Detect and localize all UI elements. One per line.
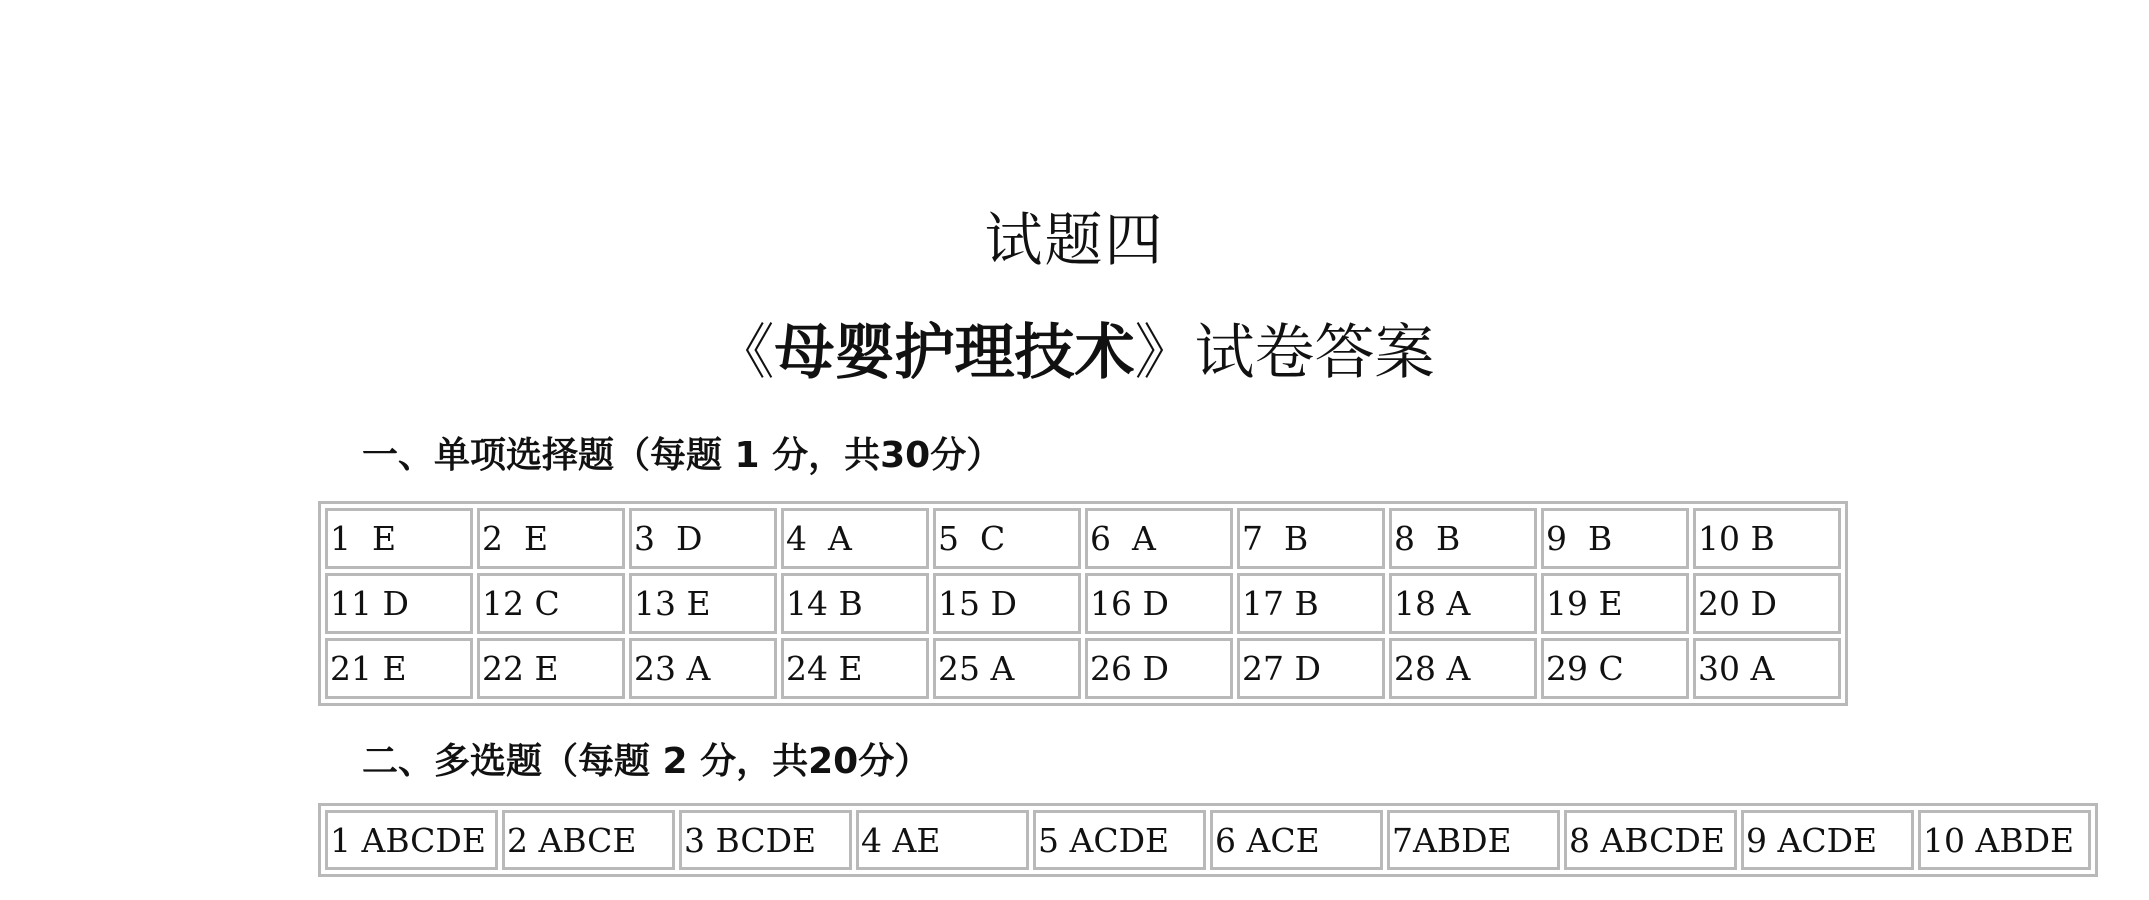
answer-cell: 1 ABCDE bbox=[325, 810, 498, 870]
document-title: 试题四 bbox=[984, 206, 1165, 274]
answer-cell: 30 A bbox=[1693, 638, 1841, 699]
answer-cell: 16 D bbox=[1085, 573, 1233, 634]
answer-cell: 8 ABCDE bbox=[1564, 810, 1737, 870]
answer-cell: 1 E bbox=[325, 508, 473, 569]
answer-cell: 4 A bbox=[781, 508, 929, 569]
answer-cell: 9 B bbox=[1541, 508, 1689, 569]
answer-cell: 24 E bbox=[781, 638, 929, 699]
answer-cell: 25 A bbox=[933, 638, 1081, 699]
answer-cell: 5 ACDE bbox=[1033, 810, 1206, 870]
answer-cell: 2 ABCE bbox=[502, 810, 675, 870]
answer-cell: 22 E bbox=[477, 638, 625, 699]
answer-cell: 7ABDE bbox=[1387, 810, 1560, 870]
subtitle-rest: 》试卷答案 bbox=[1134, 318, 1435, 388]
answer-cell: 15 D bbox=[933, 573, 1081, 634]
answer-cell: 17 B bbox=[1237, 573, 1385, 634]
answer-cell: 13 E bbox=[629, 573, 777, 634]
answer-cell: 21 E bbox=[325, 638, 473, 699]
answer-cell: 3 D bbox=[629, 508, 777, 569]
section-heading-multiple-choice: 二、多选题（每题 2 分，共20分） bbox=[362, 741, 931, 782]
answer-cell: 11 D bbox=[325, 573, 473, 634]
multiple-choice-answer-table bbox=[318, 803, 2098, 877]
answer-cell: 20 D bbox=[1693, 573, 1841, 634]
answer-cell: 10 B bbox=[1693, 508, 1841, 569]
answer-cell: 12 C bbox=[477, 573, 625, 634]
answer-cell: 27 D bbox=[1237, 638, 1385, 699]
answer-cell: 28 A bbox=[1389, 638, 1537, 699]
answer-cell: 8 B bbox=[1389, 508, 1537, 569]
answer-cell: 3 BCDE bbox=[679, 810, 852, 870]
single-choice-answer-table bbox=[318, 501, 1848, 706]
answer-cell: 6 A bbox=[1085, 508, 1233, 569]
answer-cell: 5 C bbox=[933, 508, 1081, 569]
answer-cell: 26 D bbox=[1085, 638, 1233, 699]
answer-cell: 6 ACE bbox=[1210, 810, 1383, 870]
answer-cell: 10 ABDE bbox=[1918, 810, 2091, 870]
table-row bbox=[325, 508, 1841, 569]
section-heading-single-choice: 一、单项选择题（每题 1 分，共30分） bbox=[362, 435, 1003, 476]
table-row bbox=[325, 810, 2091, 870]
answer-cell: 23 A bbox=[629, 638, 777, 699]
answer-cell: 7 B bbox=[1237, 508, 1385, 569]
answer-cell: 29 C bbox=[1541, 638, 1689, 699]
answer-cell: 4 AE bbox=[856, 810, 1029, 870]
subtitle-bracket-open: 《 bbox=[714, 318, 775, 388]
answer-cell: 9 ACDE bbox=[1741, 810, 1914, 870]
answer-cell: 14 B bbox=[781, 573, 929, 634]
answer-cell: 18 A bbox=[1389, 573, 1537, 634]
subtitle-course-name: 母婴护理技术 bbox=[774, 318, 1135, 388]
answer-cell: 19 E bbox=[1541, 573, 1689, 634]
document-subtitle bbox=[0, 315, 2149, 391]
table-row bbox=[325, 573, 1841, 634]
table-row bbox=[325, 638, 1841, 699]
answer-cell: 2 E bbox=[477, 508, 625, 569]
